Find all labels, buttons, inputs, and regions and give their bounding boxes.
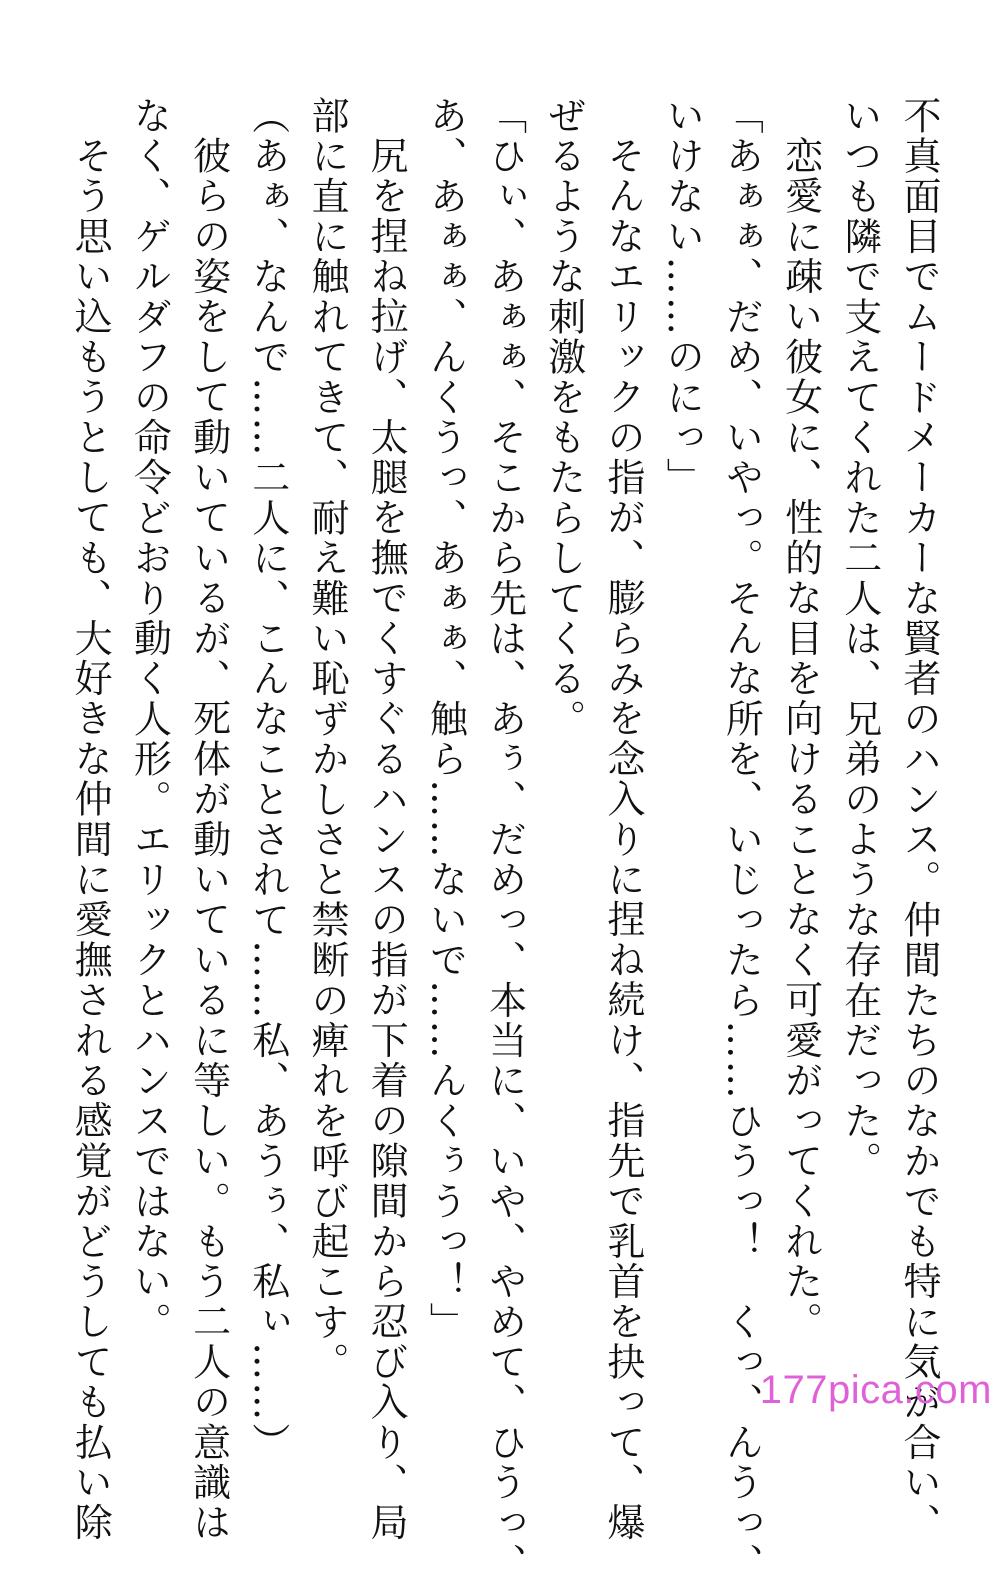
- text-line-11: 部に直に触れてきて、耐え難い恥ずかしさと禁断の痺れを呼び起こす。: [304, 96, 349, 1383]
- text-line-8: 「ひぃ、あぁぁ、そこから先は、あぅ、だめっ、本当に、いや、やめて、ひうっ、: [482, 96, 527, 1583]
- text-line-1: 不真面目でムードメーカーな賢者のハンス。仲間たちのなかでも特に気が合い、: [897, 96, 941, 1544]
- text-line-15: そう思い込もうとしても、大好きな仲間に愛撫される感覚がどうしても払い除: [68, 136, 113, 1543]
- text-line-9: あ、あぁぁ、んくうっ、あぁぁ、触ら……ないで……んくぅうっ！」: [423, 96, 468, 1343]
- text-line-14: なく、ゲルダフの命令どおり動く人形。エリックとハンスではない。: [127, 96, 172, 1343]
- text-line-2: いつも隣で支えてくれた二人は、兄弟のような存在だった。: [837, 96, 882, 1182]
- text-line-13: 彼らの姿をして動いているが、死体が動いているに等しい。もう二人の意識は: [186, 136, 231, 1543]
- text-line-4: 「あぁぁ、だめ、いやっ。そんな所を、いじったら……ひうっ！ くっ、んうっ、: [719, 96, 764, 1583]
- site-watermark: 177pica.com: [759, 1368, 992, 1412]
- text-line-10: 尻を捏ね拉げ、太腿を撫でくすぐるハンスの指が下着の隙間から忍び入り、局: [364, 136, 409, 1543]
- text-line-7: ぜるような刺激をもたらしてくる。: [541, 96, 586, 740]
- text-line-3: 恋愛に疎い彼女に、性的な目を向けることなく可愛がってくれた。: [778, 136, 823, 1342]
- text-line-6: そんなエリックの指が、膨らみを念入りに捏ね続け、指先で乳首を抉って、爆: [600, 136, 645, 1543]
- text-line-5: いけない……のにっ」: [660, 96, 705, 498]
- text-line-12: （あぁ、なんで……二人に、こんなことされて……私、あうぅ、私ぃ……）: [245, 96, 290, 1463]
